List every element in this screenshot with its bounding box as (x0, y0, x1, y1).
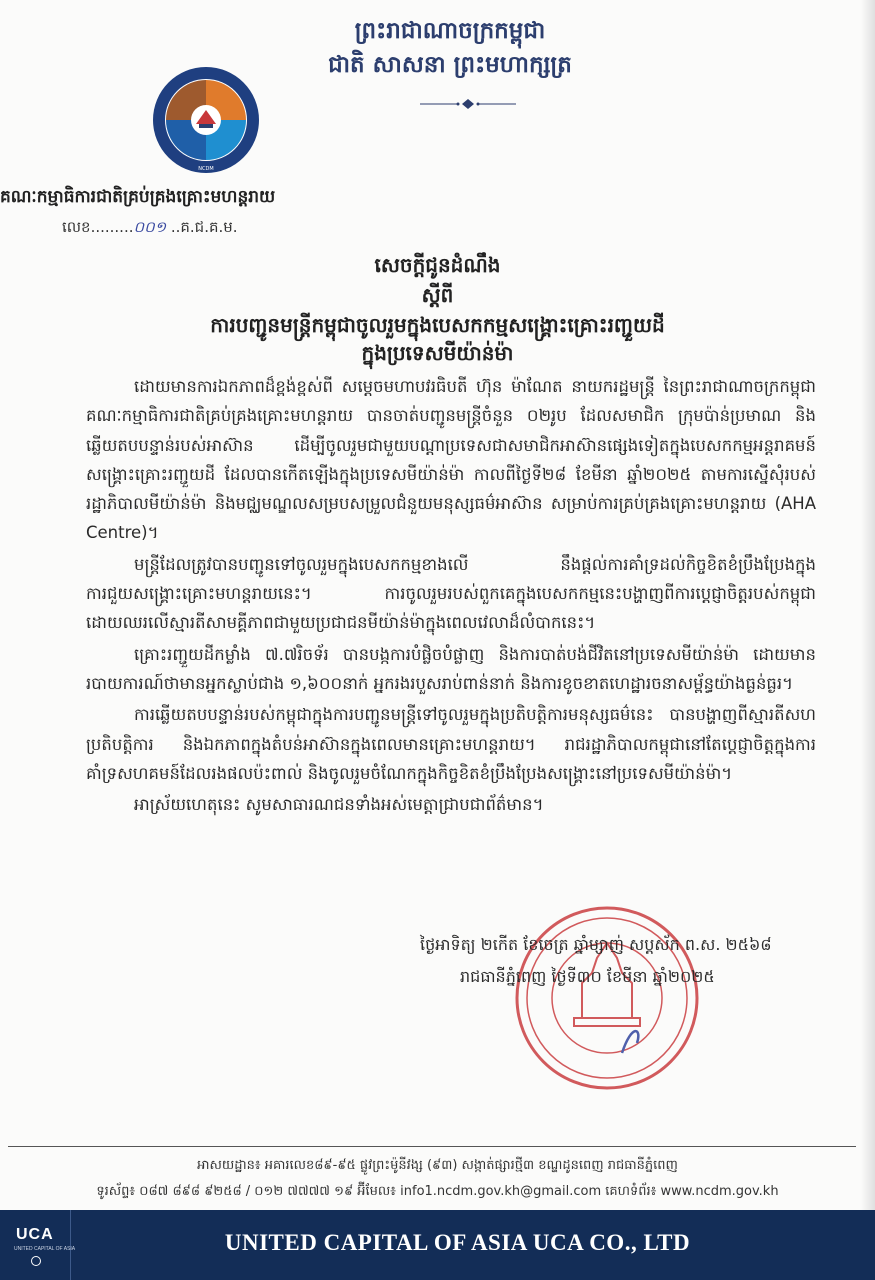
body-paragraph-2: មន្ត្រីដែលត្រូវបានបញ្ជូនទៅចូលរួមក្នុងបេសកកម្មខាងលើ នឹងផ្តល់ការគាំទ្រដល់កិច្ចខិតខំប្រឹងប្រែងក្នុងការជួយសង្គ្រោះគ្រោះមហន្តរាយនេះ។ ការចូលរួមរបស់ពួកគេក្នុងបេសកកម្មនេះបង្ហាញពីការប្តេជ្ញាចិត្តរបស់កម្ពុជាដោយឈរលើស្មារតីសាមគ្គីភាពជាមួយប្រជាជនមីយ៉ាន់ម៉ាក្នុងពេលវេលាដ៏លំបាកនេះ។ (86, 554, 816, 633)
ref-handwritten: ០០១ (133, 218, 167, 236)
ref-suffix: ..គ.ជ.គ.ម. (170, 218, 238, 236)
official-seal-icon (512, 903, 702, 1093)
page-edge-shadow (861, 0, 875, 1210)
notice-body (86, 372, 816, 821)
lunar-date: ថ្ងៃអាទិត្យ ២កើត ខែចេត្រ ឆ្នាំម្សាញ់ សប្តស័ក ព.ស. ២៥៦៨ (420, 935, 772, 954)
ref-prefix: លេខ......... (62, 218, 134, 236)
uca-logo-mark-icon (31, 1256, 41, 1266)
national-motto: ជាតិ សាសនា ព្រះមហាក្សត្រ (328, 52, 572, 78)
reference-number (62, 218, 238, 240)
notice-subject-label: ស្តីពី (421, 283, 454, 307)
ncdm-logo-icon (152, 66, 260, 174)
company-name: UNITED CAPITAL OF ASIA UCA CO., LTD (224, 1230, 691, 1255)
agency-name: គណៈកម្មាធិការជាតិគ្រប់គ្រងគ្រោះមហន្តរាយ (0, 187, 276, 207)
contact-address: អាសយដ្ឋាន៖ អគារលេខ៨៩-៩៥ ផ្លូវព្រះម៉ូនីវង្ស (៩៣) សង្កាត់ផ្សារថ្មី៣ ខណ្ឌដូនពេញ រាជធានីភ្នំពេញ (197, 1158, 678, 1173)
uca-logo-subtext: UNITED CAPITAL OF ASIA (14, 1246, 76, 1252)
svg-text:NCDM: NCDM (198, 166, 214, 172)
footer-divider (8, 1146, 856, 1147)
contact-phone-email-web: ទូរស័ព្ទ៖ ០៨៧ ៨៩៨ ៩២៥៨ / ០១២ ៧៧៧៧ ១៩ អ៊ីមែល៖ info1.ncdm.gov.kh@gmail.com គេហទំព័រ៖ www.ncdm.gov.kh (96, 1184, 779, 1199)
notice-title: សេចក្តីជូនដំណឹង (374, 253, 501, 277)
body-paragraph-3: គ្រោះរញ្ជួយដីកម្លាំង ៧.៧រិចទ័រ បានបង្កការបំផ្លិចបំផ្លាញ និងការបាត់បង់ជីវិតនៅប្រទេសមីយ៉ាន់ម៉ា ដោយមានរបាយការណ៍ថាមានអ្នកស្លាប់ជាង ១,៦០០នាក់ អ្នករងរបួសរាប់ពាន់នាក់ និងការខូចខាតហេដ្ឋារចនាសម្ព័ន្ធយ៉ាងធ្ងន់ធ្ងរ។ (86, 644, 816, 693)
body-paragraph-5: អាស្រ័យហេតុនេះ សូមសាធារណជនទាំងអស់មេត្តាជ្រាបជាព័ត៌មាន។ (134, 795, 544, 815)
uca-logo-text: UCA (16, 1226, 54, 1243)
body-paragraph-4: ការឆ្លើយតបបន្ទាន់របស់កម្ពុជាក្នុងការបញ្ជូនមន្ត្រីទៅចូលរួមក្នុងប្រតិបត្តិការមនុស្សធម៌នេះ បានបង្ហាញពីស្មារតីសហប្រតិបត្តិការ និងឯកភាពក្នុងតំបន់អាស៊ានក្នុងពេលមានគ្រោះមហន្តរាយ។ រាជរដ្ឋាភិបាលកម្ពុជានៅតែប្តេជ្ញាចិត្តក្នុងការគាំទ្រសហគមន៍ដែលរងផលប៉ះពាល់ និងចូលរួមចំណែកក្នុងកិច្ចខិតខំប្រឹងប្រែងសង្គ្រោះនៅប្រទេសមីយ៉ាន់ម៉ា។ (86, 705, 816, 783)
body-paragraph-1: ដោយមានការឯកភាពដ៏ខ្ពង់ខ្ពស់ពី សម្តេចមហាបវរធិបតី ហ៊ុន ម៉ាណែត នាយករដ្ឋមន្ត្រី នៃព្រះរាជាណាចក្រកម្ពុជា គណៈកម្មាធិការជាតិគ្រប់គ្រងគ្រោះមហន្តរាយ បានចាត់បញ្ជូនមន្ត្រីចំនួន ០២រូប ដែលសមាជិក ក្រុមប៉ាន់ប្រមាណ និងឆ្លើយតបបន្ទាន់របស់អាស៊ាន ដើម្បីចូលរួមជាមួយបណ្តាប្រទេសជាសមាជិកអាស៊ានផ្សេងទៀតក្នុងបេសកកម្មអន្តរាគមន៍សង្គ្រោះគ្រោះរញ្ជួយដី ដែលបានកើតឡើងក្នុងប្រទេសមីយ៉ាន់ម៉ា កាលពីថ្ងៃទី២៨ ខែមីនា ឆ្នាំ២០២៥ តាមការស្នើសុំរបស់រដ្ឋាភិបាលមីយ៉ាន់ម៉ា និងមជ្ឈមណ្ឌលសម្របសម្រួលជំនួយមនុស្សធម៌អាស៊ាន សម្រាប់ការគ្រប់គ្រងគ្រោះមហន្តរាយ (AHA Centre)។ (86, 377, 816, 543)
ornament-divider-icon (418, 98, 518, 110)
solar-date: រាជធានីភ្នំពេញ ថ្ងៃទី៣០ ខែមីនា ឆ្នាំ២០២៥ (460, 967, 715, 986)
notice-subject-line2: ក្នុងប្រទេសមីយ៉ាន់ម៉ា (361, 341, 514, 365)
kingdom-heading: ព្រះរាជាណាចក្រកម្ពុជា (354, 18, 546, 44)
notice-subject-line1: ការបញ្ជូនមន្ត្រីកម្ពុជាចូលរួមក្នុងបេសកកម្មសង្គ្រោះគ្រោះរញ្ជួយដី (210, 313, 665, 337)
